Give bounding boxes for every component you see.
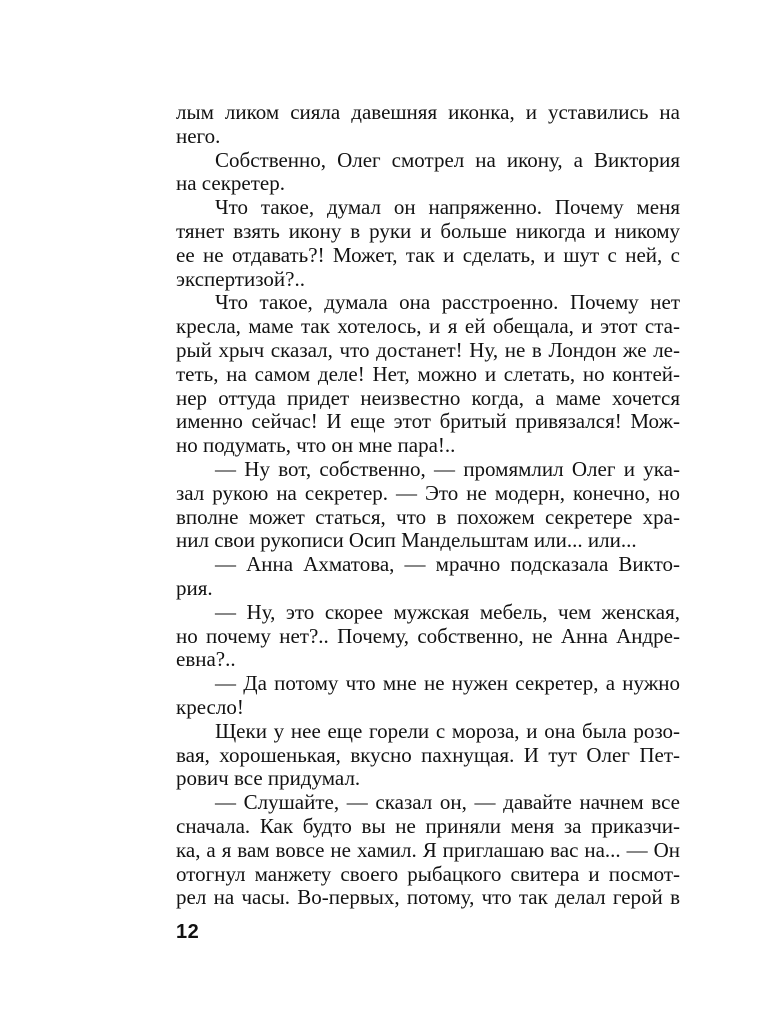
text-line: именно сейчас! И еще этот бритый привязался! Мож- (176, 409, 680, 434)
text-line: — Да потому что мне не нужен секретер, а нужно (215, 671, 680, 696)
text-line: Что такое, думала она расстроенно. Почему нет (215, 290, 680, 315)
text-line: но подумать, что он мне пара!.. (176, 433, 456, 458)
text-line: тянет взять икону в руки и больше никогда и никому (176, 218, 680, 243)
paragraph (176, 149, 680, 197)
paragraph (176, 553, 680, 601)
text-line: — Ну вот, собственно, — промямлил Олег и ука- (215, 456, 680, 481)
text-line: но почему нет?.. Почему, собственно, не Анна Андре- (176, 623, 680, 648)
text-line: сначала. Как будто вы не приняли меня за приказчи- (176, 813, 680, 838)
text-line: лым ликом сияла давешняя иконка, и уставились на (176, 100, 680, 124)
text-line: рел на часы. Во-первых, потому, что так делал герой в (176, 885, 680, 910)
paragraphs (176, 101, 680, 910)
paragraph (176, 458, 680, 553)
text-line: кресло! (176, 694, 244, 719)
text-line: евна?.. (176, 647, 236, 672)
text-line: него. (176, 123, 221, 148)
page-number: 12 (176, 921, 200, 943)
text-line: Собственно, Олег смотрел на икону, а Виктория (215, 147, 680, 172)
text-line: зал рукою на секретер. — Это не модерн, конечно, но (176, 480, 680, 505)
text-line: вполне может статься, что в похожем секретере хра- (176, 504, 680, 529)
paragraph (176, 672, 680, 720)
text-line: на секретер. (176, 171, 285, 196)
text-line: теть, на самом деле! Нет, можно и слетать, но контей- (176, 361, 680, 386)
paragraph (176, 791, 680, 910)
text-line: Что такое, думал он напряженно. Почему меня (215, 195, 680, 220)
paragraph (176, 101, 680, 149)
paragraph (176, 720, 680, 791)
text-line: экспертизой?.. (176, 266, 305, 291)
text-line: рия. (176, 575, 213, 600)
text-line: нил свои рукописи Осип Мандельштам или... или... (176, 528, 637, 553)
text-line: — Ну, это скорее мужская мебель, чем женская, (215, 599, 680, 624)
text-block (176, 101, 680, 910)
text-line: вая, хорошенькая, вкусно пахнущая. И тут Олег Пет- (176, 742, 680, 767)
text-line: нер оттуда придет неизвестно когда, а маме хочется (176, 385, 680, 410)
text-line: — Слушайте, — сказал он, — давайте начнем все (215, 790, 680, 815)
text-line: ее не отдавать?! Может, так и сделать, и шут с ней, с (176, 242, 680, 267)
text-line: ка, а я вам вовсе не хамил. Я приглашаю вас на... — Он (176, 837, 680, 862)
text-line: рый хрыч сказал, что достанет! Ну, не в Лондон же ле- (176, 337, 680, 362)
text-line: отогнул манжету своего рыбацкого свитера и посмот- (176, 861, 680, 886)
paragraph (176, 291, 680, 458)
text-line: кресла, маме так хотелось, и я ей обещала, и этот ста- (176, 314, 680, 339)
text-line: Щеки у нее еще горели с мороза, и она была розо- (215, 718, 680, 743)
text-line: рович все придумал. (176, 766, 361, 791)
paragraph (176, 601, 680, 672)
paragraph (176, 196, 680, 291)
text-line: — Анна Ахматова, — мрачно подсказала Викто- (215, 552, 680, 577)
